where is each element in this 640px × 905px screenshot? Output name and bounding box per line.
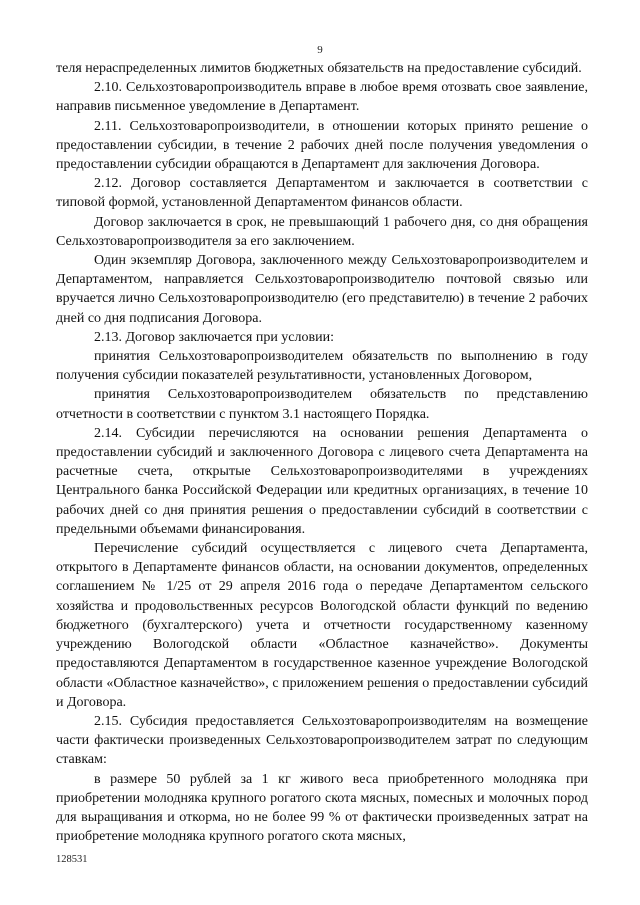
document-body	[56, 59, 588, 846]
paragraph-continuation: теля нераспределенных лимитов бюджетных обязательств на предоставление субсидий.	[56, 61, 582, 76]
paragraph-2-13: 2.13. Договор заключается при условии:	[94, 329, 334, 345]
paragraph-contract-copy: Один экземпляр Договора, заключенного между Сельхозтоваропроизводителем и Департаментом, направляется Сельхозтоваропроизводителю почтовой связью или вручается лично Сельхозтоваропроизводителю (его представителю) в течение 2 рабочих дней со дня подписания Договора.	[56, 253, 588, 326]
paragraph-2-14: 2.14. Субсидии перечисляются на основании решения Департамента о предоставлении субсидий и заключенного Договора с лицевого счета Департамента на расчетные счета, открытые Сельхозтоваропроизводителями в учреждениях Центрального банка Российской Федерации или кредитных организациях, в течение 10 рабочих дней со дня принятия решения о предоставлении субсидий в соответствии с предельными объемами финансирования.	[56, 425, 588, 537]
paragraph-2-10: 2.10. Сельхозтоваропроизводитель вправе в любое время отозвать свое заявление, направив письменное уведомление в Департамент.	[56, 80, 588, 115]
paragraph-condition-indicators: принятия Сельхозтоваропроизводителем обязательств по выполнению в году получения субсидии показателей результативности, установленных Договором,	[56, 349, 588, 384]
paragraph-2-11: 2.11. Сельхозтоваропроизводители, в отношении которых принято решение о предоставлении субсидии, в течение 2 рабочих дней после получения уведомления о предоставлении субсидии обращаются в Департамент для заключения Договора.	[56, 118, 588, 173]
paragraph-transfer: Перечисление субсидий осуществляется с лицевого счета Департамента, открытого в Департаменте финансов области, на основании документов, определенных соглашением № 1/25 от 29 апреля 2016 года о передаче Департаментом сельского хозяйства и продовольственных ресурсов Вологодской области функций по ведению бюджетного (бухгалтерского) учета и отчетности государственному казенному учреждению Вологодской области «Областное казначейство». Документы предоставляются Департаментом в государственное казенное учреждение Вологодской области «Областное казначейство», с приложением решения о предоставлении субсидий и Договора.	[56, 541, 588, 710]
paragraph-rate: в размере 50 рублей за 1 кг живого веса приобретенного молодняка при приобретении молодняка крупного рогатого скота мясных, помесных и молочных пород для выращивания и откорма, но не более 99 % от фактически произведенных затрат на приобретение молодняка крупного рогатого скота мясных,	[56, 771, 588, 845]
paragraph-2-15: 2.15. Субсидия предоставляется Сельхозтоваропроизводителям на возмещение части фактически произведенных Сельхозтоваропроизводителем затрат по следующим ставкам:	[56, 713, 588, 768]
paragraph-contract-term: Договор заключается в срок, не превышающий 1 рабочего дня, со дня обращения Сельхозтоваропроизводителя за его заключением.	[56, 214, 588, 249]
paragraph-2-12: 2.12. Договор составляется Департаментом и заключается в соответствии с типовой формой, установленной Департаментом финансов области.	[56, 176, 588, 211]
footer-document-code: 128531	[56, 854, 88, 865]
page-number: 9	[317, 44, 323, 56]
paragraph-condition-reporting: принятия Сельхозтоваропроизводителем обязательств по представлению отчетности в соответствии с пунктом 3.1 настоящего Порядка.	[56, 387, 588, 422]
